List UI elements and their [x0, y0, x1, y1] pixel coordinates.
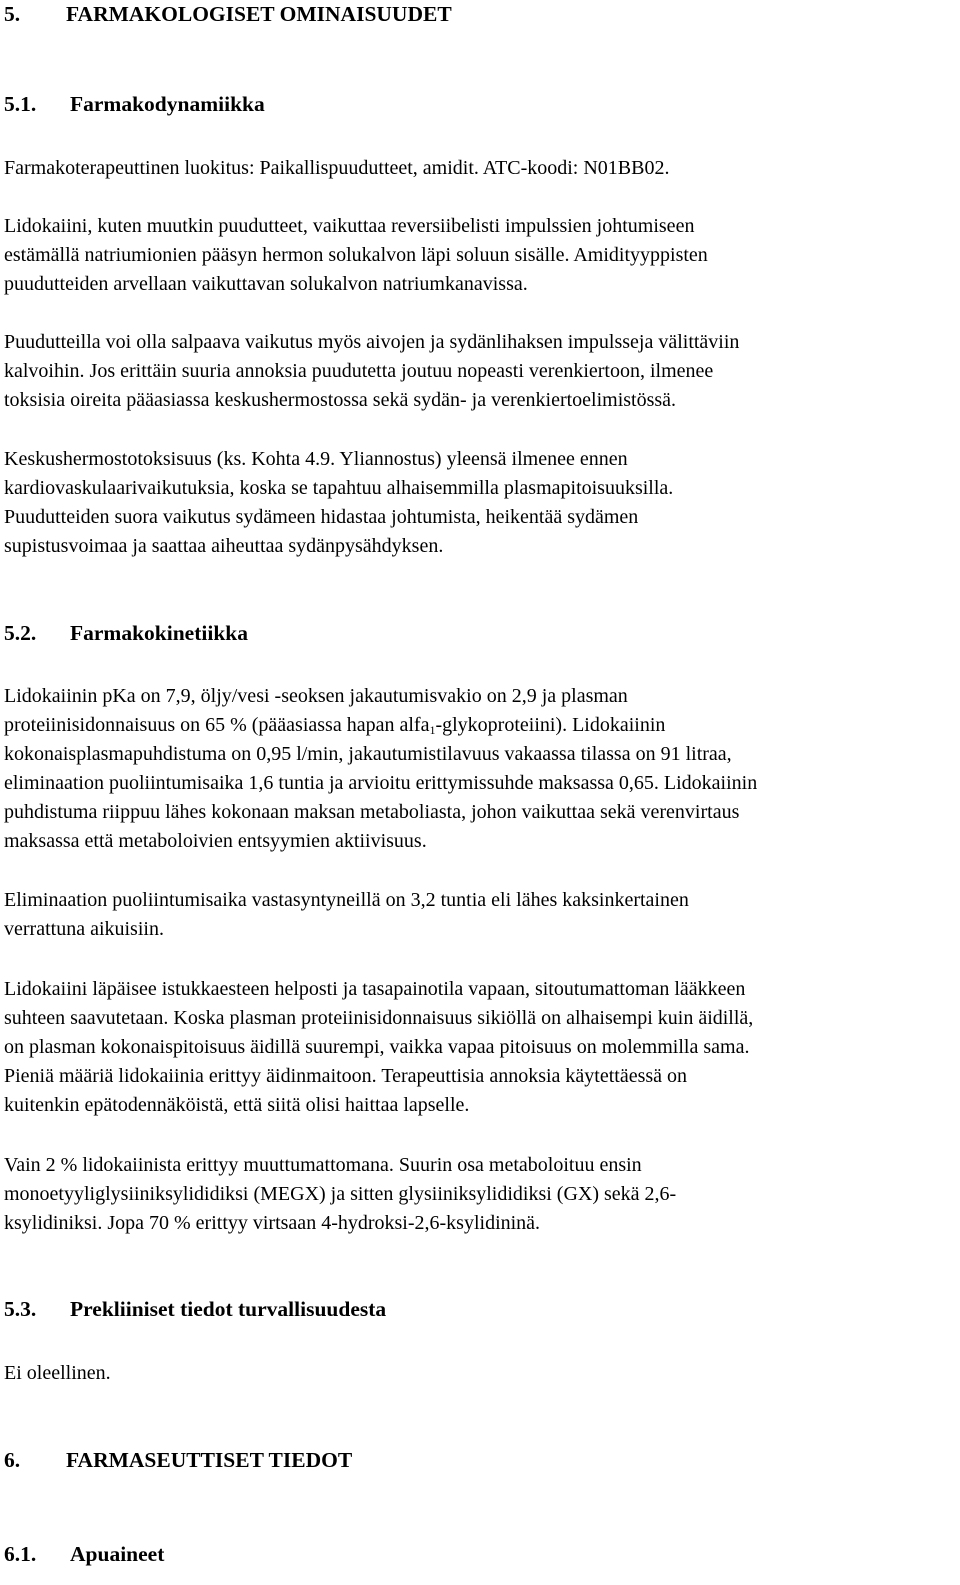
text-line: puudutteiden arvellaan vaikuttavan solukalvon natriumkanavissa.: [4, 273, 528, 295]
heading-section-6-1: 6.1. Apuaineet: [4, 1542, 165, 1566]
text-line: estämällä natriumionien pääsyn hermon solukalvon läpi soluun sisälle. Amidityyppisten: [4, 244, 708, 266]
text-line: Puudutteilla voi olla salpaava vaikutus myös aivojen ja sydänlihaksen impulsseja välittäviin: [4, 331, 740, 353]
text-line: kardiovaskulaarivaikutuksia, koska se tapahtuu alhaisemmilla plasmapitoisuuksilla.: [4, 477, 674, 499]
text-line: Lidokaiinin pKa on 7,9, öljy/vesi -seoksen jakautumisvakio on 2,9 ja plasman: [4, 685, 628, 707]
text-line: eliminaation puoliintumisaika 1,6 tuntia ja arvioitu erittymissuhde maksassa 0,65. Lidokaiinin: [4, 772, 758, 794]
paragraph-mechanism: [4, 212, 708, 299]
paragraph-atc: Farmakoterapeuttinen luokitus: Paikallispuudutteet, amidit. ATC-koodi: N01BB02.: [4, 157, 670, 179]
paragraph-metabolism: [4, 1151, 676, 1238]
text-line: verrattuna aikuisiin.: [4, 918, 164, 940]
text-line: kuitenkin epätodennäköistä, että siitä olisi haittaa lapselle.: [4, 1094, 470, 1116]
text-line: Eliminaation puoliintumisaika vastasyntyneillä on 3,2 tuntia eli lähes kaksinkertainen: [4, 889, 689, 911]
text-line: suhteen saavutetaan. Koska plasman proteiinisidonnaisuus sikiöllä on alhaisempi kuin äidillä,: [4, 1007, 754, 1029]
text-line: supistusvoimaa ja saattaa aiheuttaa sydänpysähdyksen.: [4, 535, 444, 557]
text-line: Puudutteiden suora vaikutus sydämeen hidastaa johtumista, heikentää sydämen: [4, 506, 639, 528]
paragraph-not-relevant: Ei oleellinen.: [4, 1362, 111, 1384]
text-line: on plasman kokonaispitoisuus äidillä suurempi, vaikka vapaa pitoisuus on molemmilla sama.: [4, 1036, 750, 1058]
text-line: ksylidiniksi. Jopa 70 % erittyy virtsaan 4-hydroksi-2,6-ksylidininä.: [4, 1212, 541, 1234]
text-line: proteiinisidonnaisuus on 65 % (pääasiassa hapan alfa$_1$-glykoproteiini). Lidokaiinin: [4, 714, 666, 737]
heading-section-5-3: 5.3. Prekliiniset tiedot turvallisuudesta: [4, 1297, 387, 1321]
paragraph-placenta: [4, 975, 753, 1120]
heading-section-5: 5. FARMAKOLOGISET OMINAISUUDET: [4, 2, 452, 26]
text-line: Keskushermostotoksisuus (ks. Kohta 4.9. Yliannostus) yleensä ilmenee ennen: [4, 448, 628, 470]
heading-section-5-1: 5.1. Farmakodynamiikka: [4, 92, 265, 116]
text-line: Vain 2 % lidokaiinista erittyy muuttumattomana. Suurin osa metaboloituu ensin: [4, 1154, 642, 1176]
text-line: toksisia oireita pääasiassa keskushermostossa sekä sydän- ja verenkiertoelimistössä.: [4, 389, 677, 411]
text-line: monoetyyliglysiiniksylididiksi (MEGX) ja sitten glysiiniksylididiksi (GX) sekä 2,6-: [4, 1183, 677, 1205]
heading-section-5-2: 5.2. Farmakokinetiikka: [4, 621, 248, 645]
heading-section-6: 6. FARMASEUTTISET TIEDOT: [4, 1448, 353, 1472]
paragraph-pharmacokinetics: [4, 682, 757, 856]
text-line: maksassa että metaboloivien entsyymien aktiivisuus.: [4, 830, 427, 852]
paragraph-cns-toxicity: [4, 445, 673, 561]
paragraph-toxicity: [4, 328, 739, 415]
text-line: Pieniä määriä lidokaiinia erittyy äidinmaitoon. Terapeuttisia annoksia käytettäessä on: [4, 1065, 688, 1087]
text-line: Lidokaiini läpäisee istukkaesteen helposti ja tasapainotila vapaan, sitoutumattoman lääkkeen: [4, 978, 746, 1000]
text-line: Lidokaiini, kuten muutkin puudutteet, vaikuttaa reversiibelisti impulssien johtumiseen: [4, 215, 695, 237]
paragraph-neonates: [4, 886, 689, 944]
text-line: kalvoihin. Jos erittäin suuria annoksia puudutetta joutuu nopeasti verenkiertoon, ilmenee: [4, 360, 714, 382]
text-line: puhdistuma riippuu lähes kokonaan maksan metaboliasta, johon vaikuttaa sekä verenvirtaus: [4, 801, 740, 823]
text-line: kokonaisplasmapuhdistuma on 0,95 l/min, jakautumistilavuus vakaassa tilassa on 91 litraa,: [4, 743, 732, 765]
